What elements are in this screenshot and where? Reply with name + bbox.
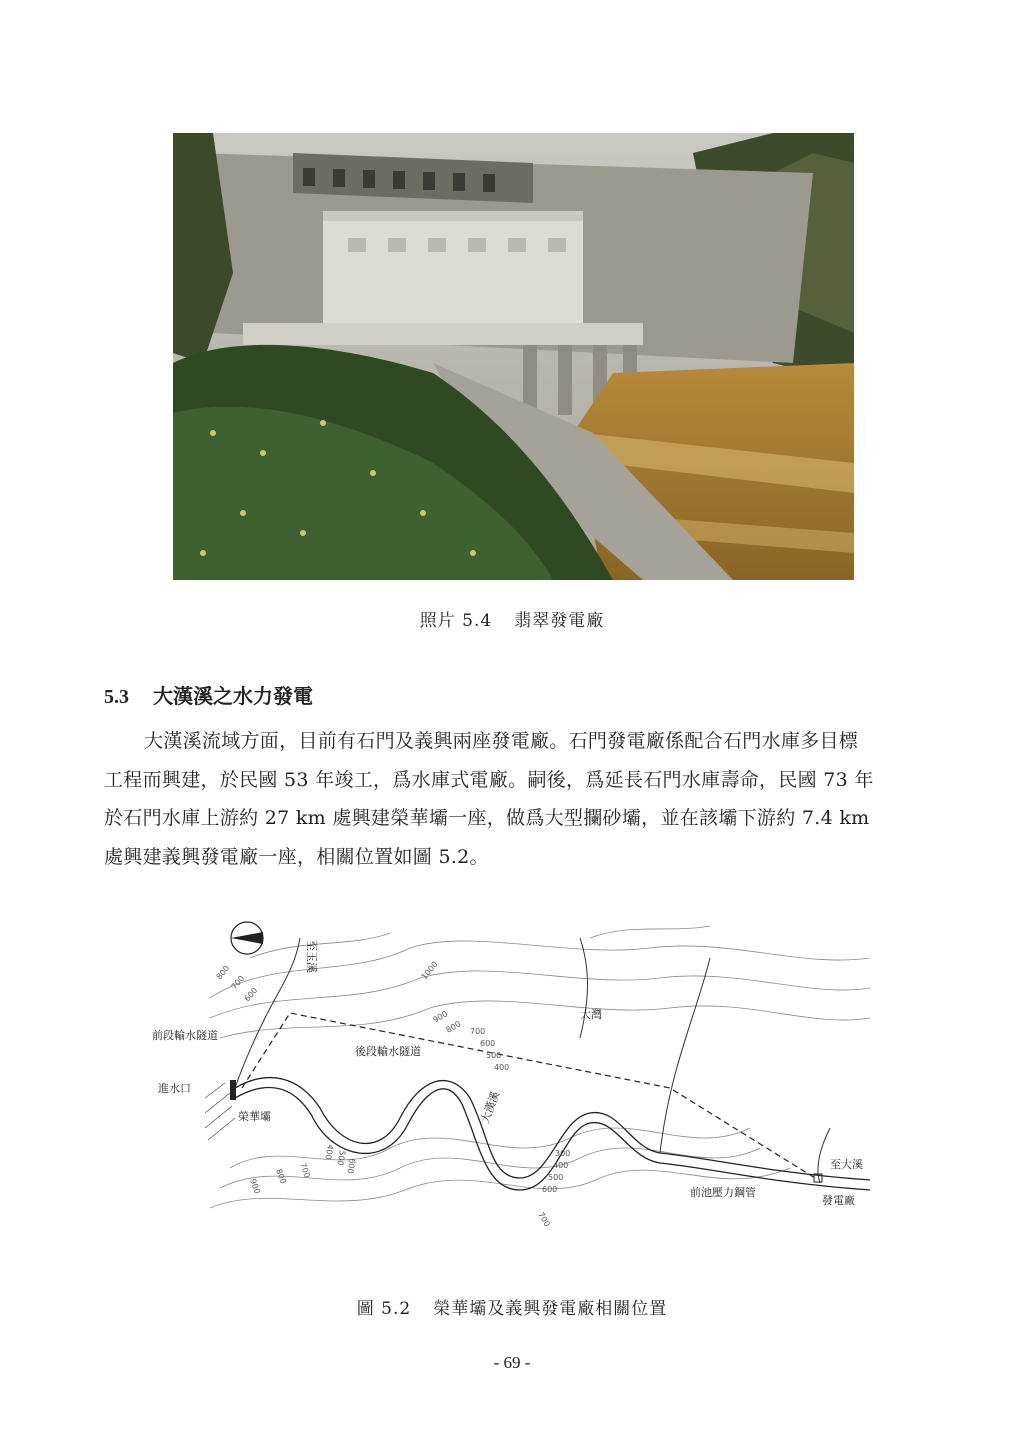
section-number: 5.3 bbox=[104, 686, 129, 708]
photo-caption-title: 翡翠發電廠 bbox=[514, 611, 605, 631]
contour-number: 600 bbox=[480, 1039, 496, 1048]
paragraph-line: 大漢溪流域方面，目前有石門及義興兩座發電廠。石門發電廠係配合石門水庫多目標 bbox=[144, 730, 859, 752]
contour-number: 400 bbox=[553, 1161, 569, 1170]
contour-number: 600 bbox=[345, 1157, 357, 1175]
contour-number: 500 bbox=[486, 1051, 502, 1060]
map-label-penstock: 前池壓力鋼管 bbox=[690, 1186, 756, 1199]
paragraph-line: 處興建義興發電廠一座，相關位置如圖 5.2。 bbox=[104, 845, 489, 868]
map-label-ronghua-dam: 榮華壩 bbox=[238, 1110, 271, 1123]
contour-number: 1000 bbox=[419, 959, 440, 982]
contour-number: 800 bbox=[444, 1019, 463, 1035]
map-label-dawan: 大灣 bbox=[580, 1008, 602, 1021]
figure-caption-number: 圖 5.2 bbox=[356, 1299, 412, 1319]
contour-number: 600 bbox=[542, 1185, 558, 1194]
contour-number: 600 bbox=[242, 985, 260, 1004]
contour-number: 500 bbox=[548, 1173, 564, 1182]
paragraph-line: 工程而興建，於民國 53 年竣工，爲水庫式電廠。嗣後，爲延長石門水庫壽命，民國 73 年 bbox=[104, 768, 874, 791]
contour-number: 700 bbox=[470, 1027, 486, 1036]
contour-number: 300 bbox=[555, 1149, 571, 1158]
map-label-dahan-river: 大漢溪 bbox=[478, 1089, 503, 1126]
map-label-rear-tunnel: 後段輸水隧道 bbox=[355, 1045, 421, 1058]
map-label-to-daxi: 至大溪 bbox=[830, 1158, 863, 1171]
contour-number: 400 bbox=[323, 1143, 335, 1161]
contour-number: 700 bbox=[298, 1161, 312, 1180]
contour-number: 900 bbox=[431, 1009, 450, 1025]
map-label-to-yuhua: 至玉溪 bbox=[305, 940, 318, 973]
map-label-intake: 進水口 bbox=[158, 1082, 191, 1095]
section-heading bbox=[104, 680, 313, 709]
contour-number: 900 bbox=[248, 1177, 262, 1196]
power-plant-photo bbox=[173, 133, 854, 580]
figure-caption-title: 榮華壩及義興發電廠相關位置 bbox=[433, 1299, 668, 1319]
map-label-power-plant: 發電廠 bbox=[822, 1194, 855, 1207]
contour-number: 700 bbox=[229, 973, 247, 992]
photo-caption-number: 照片 5.4 bbox=[419, 611, 493, 631]
figure-caption bbox=[0, 1294, 1024, 1319]
contour-number: 400 bbox=[494, 1063, 510, 1072]
contour-number: 800 bbox=[274, 1167, 288, 1186]
section-paragraph bbox=[104, 722, 922, 876]
page-number: - 69 - bbox=[493, 1353, 531, 1372]
map-label-front-tunnel: 前段輸水隧道 bbox=[152, 1029, 218, 1042]
contour-number: 700 bbox=[536, 1210, 552, 1229]
section-title: 大漢溪之水力發電 bbox=[153, 684, 313, 708]
contour-number: 500 bbox=[335, 1149, 347, 1167]
photo-caption bbox=[0, 606, 1024, 631]
contour-number: 800 bbox=[214, 963, 232, 982]
paragraph-line: 於石門水庫上游約 27 km 處興建榮華壩一座，做爲大型攔砂壩，並在該壩下游約 7.4 km bbox=[104, 807, 870, 829]
location-map bbox=[150, 918, 878, 1230]
